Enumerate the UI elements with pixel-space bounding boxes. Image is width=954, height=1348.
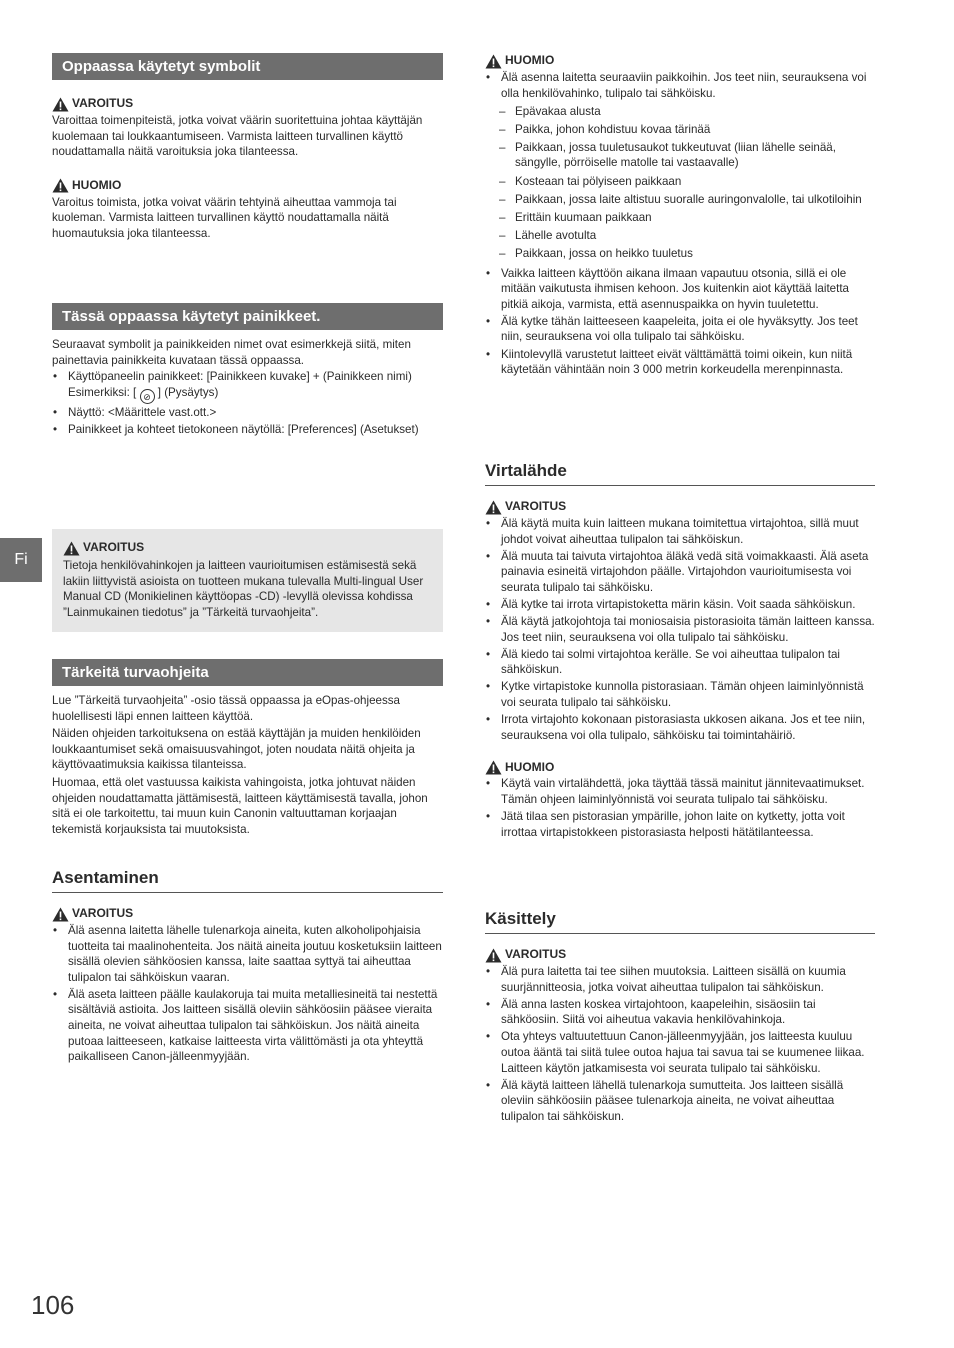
- buttons-intro: Seuraavat symbolit ja painikkeiden nimet ovat esimerkkejä siitä, miten painettavia painikkeita kuvataan tässä oppaassa.: [52, 338, 411, 367]
- list-item: • Kiintolevyllä varustetut laitteet eivät välttämättä toimi oikein, kun niitä käytetään vähintään noin 3 000 metrin korkeudella merenpinnasta.: [485, 347, 875, 378]
- power-warning-list: [485, 516, 875, 743]
- safety-section: [52, 659, 443, 837]
- warning-triangle-icon: [52, 907, 69, 922]
- list-item: • Älä pura laitetta tai tee siihen muutoksia. Laitteen sisällä on kuumia suurjännitteosia, jotka voivat aiheuttaa tulipalon tai sähköiskun.: [485, 964, 875, 995]
- warning-heading: [52, 905, 443, 923]
- installation-caution-list: [485, 70, 875, 378]
- buttons-section: [52, 303, 443, 438]
- warning-triangle-icon: [63, 541, 80, 556]
- warning-heading: [485, 946, 875, 964]
- installation-section: [52, 868, 443, 1065]
- caution-triangle-icon: [485, 760, 502, 775]
- place-item: – Paikka, johon kohdistuu kovaa tärinää: [485, 122, 875, 138]
- list-item: • Kytke virtapistoke kunnolla pistorasiaan. Tämän ohjeen laiminlyönnistä voi seurata tulipalo tai sähköisku.: [485, 679, 875, 710]
- warning-heading: [485, 498, 875, 516]
- section-title-power: Virtalähde: [485, 461, 875, 486]
- handling-warning-list: [485, 964, 875, 1124]
- warning-label: VAROITUS: [72, 906, 134, 921]
- caution-label: HUOMIO: [505, 759, 555, 774]
- buttons-list: [52, 369, 443, 438]
- list-item: • Jätä tilaa sen pistorasian ympärille, johon laite on kytketty, jotta voit irrottaa virtapistokkeen pistorasiasta helposti hätätilanteessa.: [485, 809, 875, 840]
- safety-paragraph: Huomaa, että olet vastuussa kaikista vahingoista, jotka johtuvat näiden ohjeiden noudattamatta jättämisestä, laitteen käyttämisestä tavalla, johon sitä ei ole tarkoitettu, tai muun kuin Canonin valtuuttaman korjaajan tekemistä korjauksista tai muutoksista.: [52, 775, 428, 836]
- example-prefix: Esimerkiksi: [: [68, 385, 137, 399]
- reference-text: Tietoja henkilövahinkojen ja laitteen vaurioitumisen estämisestä sekä lakiin liittyvistä asioista on tuotteen mukana tulevalla Multi-lingual User Manual CD (Monikielinen käyttöopas -CD) -levyllä olevissa kohdissa ”Lainmukainen tiedotus” ja ”Tärkeitä turvaohjeita”.: [63, 559, 424, 619]
- language-tab: Fi: [0, 538, 42, 582]
- warning-label: VAROITUS: [72, 96, 134, 111]
- installation-warning-list: [52, 923, 443, 1065]
- warning-heading: [52, 95, 443, 113]
- section-header-buttons: Tässä oppaassa käytetyt painikkeet.: [52, 303, 443, 330]
- caution-label: HUOMIO: [72, 177, 122, 192]
- warning-label: VAROITUS: [83, 540, 145, 555]
- list-item: • Älä kiedo tai solmi virtajohtoa kerälle. Se voi aiheuttaa tulipalon tai sähköiskun.: [485, 647, 875, 678]
- list-item: • Älä muuta tai taivuta virtajohtoa äläkä vedä sitä voimakkaasti. Älä aseta painavia esineitä virtajohdon päälle. Virtajohdon vaurioitumisesta voi seurata tulipalo tai sähköisku.: [485, 549, 875, 596]
- caution-triangle-icon: [52, 178, 69, 193]
- safety-paragraph: Lue ”Tärkeitä turvaohjeita” -osio tässä oppaassa ja eOpas-ohjeessa huolellisesti läpi ennen laitteen käyttöä.: [52, 694, 401, 723]
- list-item: • Älä kytke tai irrota virtapistoketta märin käsin. Voit saada sähköiskun.: [485, 597, 875, 613]
- caution-heading: [52, 177, 443, 195]
- place-item: – Lähelle avotulta: [485, 228, 875, 244]
- power-section: [485, 461, 875, 840]
- safety-paragraph: Näiden ohjeiden tarkoituksena on estää käyttäjän ja muiden henkilöiden loukkaantumiset sekä omaisuusvahingot, joten noudata näitä ohjeita ja käyttövaatimuksia kaikissa tilanteissa.: [52, 727, 421, 772]
- place-item: – Paikkaan, jossa laite altistuu suoralle auringonvalolle, tai ulkotiloihin: [485, 192, 875, 208]
- warning-label: VAROITUS: [505, 947, 567, 962]
- list-item: • Vaikka laitteen käyttöön aikana ilmaan vapautuu otsonia, sillä ei ole mitään vaikutusta ihmisen kehoon. Jos kuitenkin aiot käyttää laitetta pitkiä aikoja, varmista, että asennuspaikka on hyvin tuuletettu.: [485, 266, 875, 313]
- list-item: • Irrota virtajohto kokonaan pistorasiasta ukkosen aikana. Jos et tee niin, seurauksena voi olla tulipalo, sähköisku tai toimintahäiriö.: [485, 712, 875, 743]
- list-item: • Älä käytä jatkojohtoja tai moniosaisia pistorasioita tämän laitteen kanssa. Jos teet niin, seurauksena voi olla tulipalo tai sähköisku.: [485, 614, 875, 645]
- warning-triangle-icon: [485, 500, 502, 515]
- section-header-safety: Tärkeitä turvaohjeita: [52, 659, 443, 686]
- warning-heading: [63, 539, 433, 557]
- list-item: [485, 70, 875, 262]
- place-item: – Epävakaa alusta: [485, 104, 875, 120]
- section-header-symbols: Oppaassa käytetyt symbolit: [52, 53, 443, 80]
- list-item: • Älä käytä laitteen lähellä tulenarkoja sumutteita. Jos laitteen sisällä oleviin sähköosiin pääsee tulenarkoja aineita, ne voivat aiheuttaa tulipalon tai sähköiskun.: [485, 1078, 875, 1125]
- list-item: • Älä kytke tähän laitteeseen kaapeleita, joita ei ole hyväksytty. Jos teet niin, seurauksena voi olla tulipalo tai sähköisku.: [485, 314, 875, 345]
- section-title-handling: Käsittely: [485, 909, 875, 934]
- example-suffix: ] (Pysäytys): [157, 385, 219, 399]
- list-item: • Älä käytä muita kuin laitteen mukana toimitettua virtajohtoa, sillä muut johdot voivat aiheuttaa tulipalon tai sähköiskun.: [485, 516, 875, 547]
- caution-triangle-icon: [485, 54, 502, 69]
- list-item: • Käytä vain virtalähdettä, joka täyttää tässä mainitut jännitevaatimukset. Tämän ohjeen laiminlyönnistä voi seurata tulipalo tai sähköisku.: [485, 776, 875, 807]
- installation-caution: [485, 52, 875, 378]
- power-caution-list: [485, 776, 875, 840]
- warning-triangle-icon: [52, 97, 69, 112]
- list-item: • Älä anna lasten koskea virtajohtoon, kaapeleihin, sisäosiin tai sähköosiin. Siitä voi aiheutua vakavia henkilövahinkoja.: [485, 997, 875, 1028]
- list-item: • Painikkeet ja kohteet tietokoneen näytöllä: [Preferences] (Asetukset): [52, 422, 443, 438]
- place-item: – Kosteaan tai pölyiseen paikkaan: [485, 174, 875, 190]
- page-number: 106: [31, 1290, 75, 1320]
- warning-description: Varoittaa toimenpiteistä, jotka voivat väärin suoritettuina johtaa käyttäjän kuolemaan tai loukkaantumiseen. Varmista laitteen turvallinen käyttö noudattamalla näitä varoituksia joka tilanteessa.: [52, 114, 423, 159]
- handling-section: [485, 909, 875, 1124]
- caution-description: Varoitus toimista, jotka voivat väärin tehtyinä aiheuttaa vammoja tai kuoleman. Varmista laitteen turvallinen käyttö noudattamalla näitä huomautuksia joka tilanteessa.: [52, 195, 397, 240]
- section-title-installation: Asentaminen: [52, 868, 443, 893]
- list-item: [52, 369, 443, 404]
- symbols-section: [52, 53, 443, 242]
- reference-warning-box: [52, 529, 443, 632]
- list-item-text: Älä asenna laitetta seuraaviin paikkoihin. Jos teet niin, seurauksena voi olla henkilövahinko, tulipalo tai sähköisku.: [501, 71, 867, 100]
- caution-heading: [485, 52, 875, 70]
- list-item: • Näyttö: <Määrittele vast.ott.>: [52, 405, 443, 421]
- list-item: • Älä aseta laitteen päälle kaulakoruja tai muita metalliesineitä tai nestettä sisältäviä astioita. Jos laitteen sisällä oleviin sähköosiin pääsee vieraita aineita, ne voivat aiheuttaa tulipalon tai sähköiskun. Jos näitä aineita putoaa laitteeseen, katkaise laitteesta virta välittömästi ja ota yhteyttä paikalliseen Canon-jälleenmyyjään.: [52, 987, 443, 1065]
- caution-heading: [485, 758, 875, 776]
- warning-triangle-icon: [485, 948, 502, 963]
- list-item: • Ota yhteys valtuutettuun Canon-jälleenmyyjään, jos laitteesta kuuluu outoa ääntä tai siitä tulee outoa hajua tai savua tai se kuumenee liikaa. Laitteen käytön jatkamisesta voi seurata tulipalo tai sähköisku.: [485, 1029, 875, 1076]
- list-item: • Älä asenna laitetta lähelle tulenarkoja aineita, kuten alkoholipohjaisia tuotteita tai maalinohenteita. Jos näitä aineita joutuu kosketuksiin laitteen sisällä olevien sähköosien kanssa, laite saattaa syttyä tai aiheuttaa tulipalon tai sähköiskun vaaran.: [52, 923, 443, 985]
- places-list: [485, 104, 875, 262]
- place-item: – Erittäin kuumaan paikkaan: [485, 210, 875, 226]
- stop-icon: ⊘: [140, 389, 155, 404]
- list-item-text: Käyttöpaneelin painikkeet: [Painikkeen kuvake] + (Painikkeen nimi): [68, 370, 412, 384]
- warning-label: VAROITUS: [505, 499, 567, 514]
- place-item: – Paikkaan, jossa on heikko tuuletus: [485, 246, 875, 262]
- caution-label: HUOMIO: [505, 53, 555, 68]
- place-item: – Paikkaan, jossa tuuletusaukot tukkeutuvat (liian lähelle seinää, sängylle, pörröiselle matolle tai vastaavalle): [485, 140, 875, 171]
